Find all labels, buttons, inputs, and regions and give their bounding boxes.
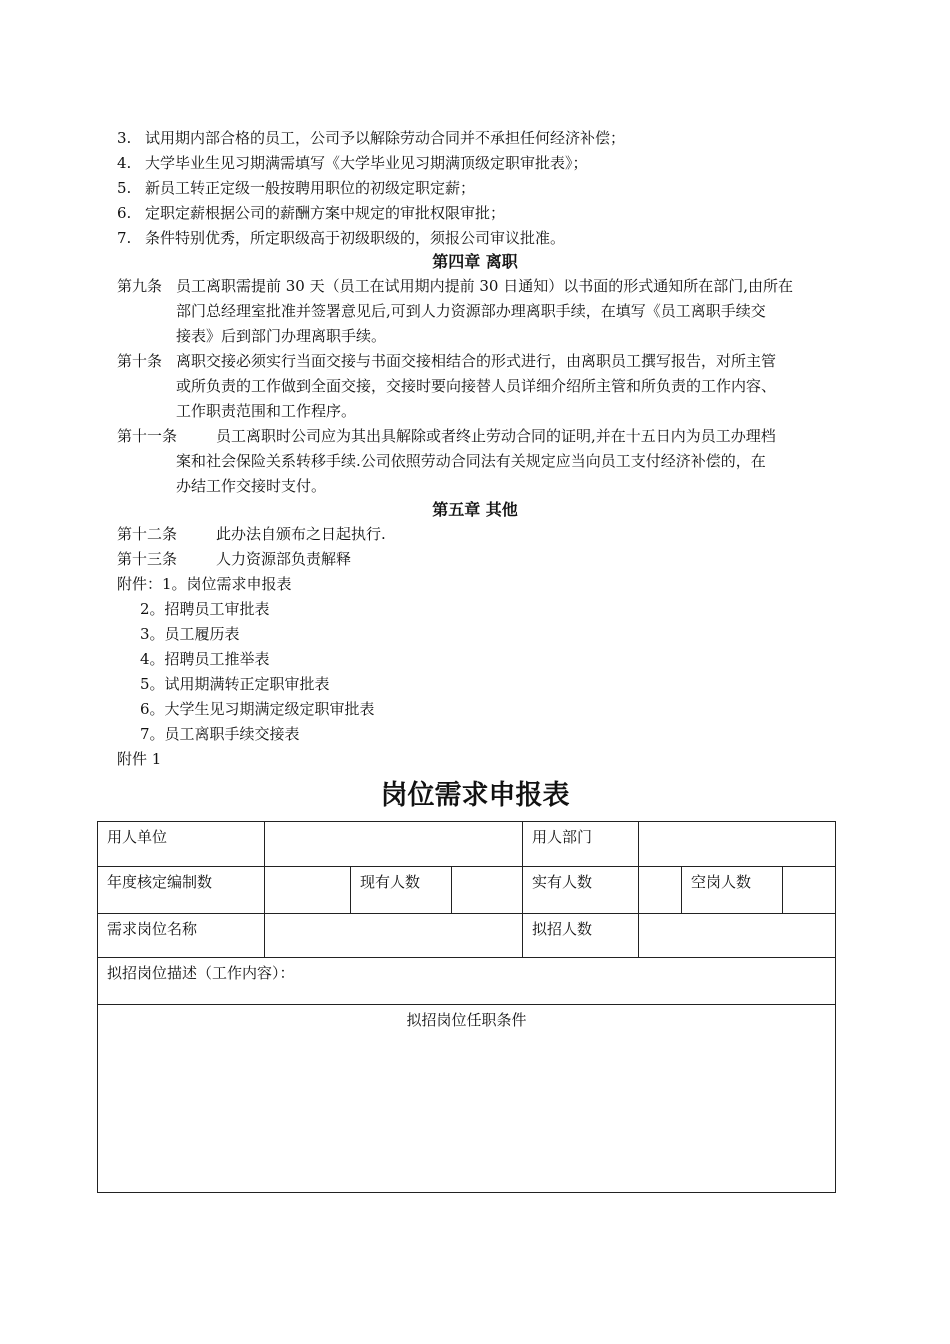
- form-title: 岗位需求申报表: [380, 780, 570, 811]
- position-name-value-cell[interactable]: [265, 914, 523, 958]
- list-item-7: 7. 条件特别优秀，所定职级高于初级职级的，须报公司审议批准。: [117, 229, 566, 247]
- article-10-line-2: 或所负责的工作做到全面交接，交接时要向接替人员详细介绍所主管和所负责的工作内容、: [176, 377, 777, 395]
- planned-hires-label-cell: 拟招人数: [523, 914, 639, 958]
- list-item-3: 3. 试用期内部合格的员工，公司予以解除劳动合同并不承担任何经济补偿；: [117, 129, 626, 147]
- article-10-label: 第十条: [117, 352, 163, 370]
- article-9-line-1: 员工离职需提前 30 天（员工在试用期内提前 30 日通知）以书面的形式通知所在部门,由所在: [176, 277, 794, 295]
- position-request-form: [97, 821, 836, 1193]
- list-item-5: 5. 新员工转正定级一般按聘用职位的初级定职定薪；: [117, 179, 476, 197]
- attachment-item: 4。招聘员工推举表: [140, 650, 270, 668]
- unit-value-cell[interactable]: [265, 822, 523, 867]
- article-12-label: 第十二条: [117, 525, 178, 543]
- attachment-item: 5。试用期满转正定职审批表: [140, 675, 330, 693]
- list-item-4: 4. 大学毕业生见习期满需填写《大学毕业见习期满顶级定职审批表》；: [117, 154, 588, 172]
- chapter-4-heading: 第四章 离职: [432, 252, 518, 271]
- article-13-label: 第十三条: [117, 550, 178, 568]
- article-12-text: 此办法自颁布之日起执行.: [216, 525, 386, 543]
- article-9-line-2: 部门总经理室批准并签署意见后,可到人力资源部办理离职手续，在填写《员工离职手续交: [176, 302, 766, 320]
- article-10-line-3: 工作职责范围和工作程序。: [176, 402, 357, 420]
- list-item-6: 6. 定职定薪根据公司的薪酬方案中规定的审批权限审批；: [117, 204, 506, 222]
- requirements-cell[interactable]: 拟招岗位任职条件: [98, 1005, 836, 1193]
- actual-count-value-cell[interactable]: [639, 867, 682, 914]
- attachment-item: 3。员工履历表: [140, 625, 240, 643]
- attachment-item: 7。员工离职手续交接表: [140, 725, 300, 743]
- article-10-line-1: 离职交接必须实行当面交接与书面交接相结合的形式进行，由离职员工撰写报告，对所主管: [176, 352, 777, 370]
- article-11-line-2: 案和社会保险关系转移手续.公司依照劳动合同法有关规定应当向员工支付经济补偿的，在: [176, 452, 766, 470]
- current-count-value-cell[interactable]: [452, 867, 523, 914]
- article-9-label: 第九条: [117, 277, 163, 295]
- planned-hires-value-cell[interactable]: [639, 914, 836, 958]
- annual-quota-value-cell[interactable]: [265, 867, 351, 914]
- description-cell[interactable]: 拟招岗位描述（工作内容）：: [98, 958, 836, 1005]
- attachment-item: 2。招聘员工审批表: [140, 600, 270, 618]
- position-name-label-cell: 需求岗位名称: [98, 914, 265, 958]
- article-9-line-3: 接表》后到部门办理离职手续。: [176, 327, 387, 345]
- vacancy-label-cell: 空岗人数: [682, 867, 783, 914]
- dept-value-cell[interactable]: [639, 822, 836, 867]
- vacancy-value-cell[interactable]: [783, 867, 836, 914]
- attachment-1-label: 附件 1: [117, 750, 162, 768]
- article-11-line-1: 员工离职时公司应为其出具解除或者终止劳动合同的证明,并在十五日内为员工办理档: [216, 427, 776, 445]
- article-11-label: 第十一条: [117, 427, 178, 445]
- current-count-label-cell: 现有人数: [351, 867, 452, 914]
- unit-label-cell: 用人单位: [98, 822, 265, 867]
- article-13-text: 人力资源部负责解释: [216, 550, 352, 568]
- attachments-heading: 附件：1。岗位需求申报表: [117, 575, 292, 593]
- article-11-line-3: 办结工作交接时支付。: [176, 477, 327, 495]
- chapter-5-heading: 第五章 其他: [432, 500, 518, 519]
- attachment-item: 6。大学生见习期满定级定职审批表: [140, 700, 375, 718]
- actual-count-label-cell: 实有人数: [523, 867, 639, 914]
- annual-quota-label-cell: 年度核定编制数: [98, 867, 265, 914]
- dept-label-cell: 用人部门: [523, 822, 639, 867]
